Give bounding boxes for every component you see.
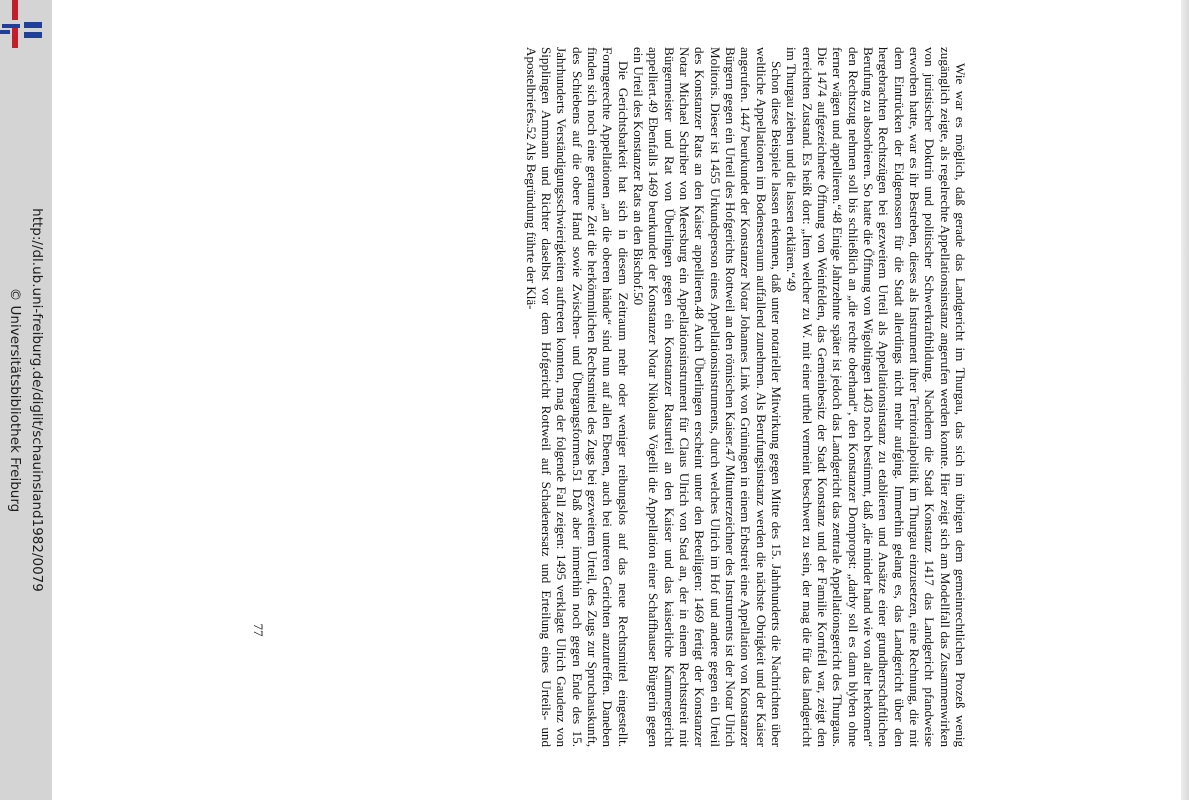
copyright-notice: © Universitätsbibliothek Freiburg xyxy=(7,287,23,513)
viewer-sidebar xyxy=(0,0,52,800)
paragraph-2: Schon diese Beispiele lassen erkennen, daß unter notarieller Mitwirkung gegen Mitte des 15. Jahrhunderts die Nachrichten über weltliche Appellationen im Bodenseeraum auffallend zunehmen. Als Berufungsinstanz werden die nächste Obrigkeit und der Kaiser angerufen. 1447 beurkundet der Konstanzer Notar Johannes Link von Grüningen in einem Erbstreit eine Appellation von Konstanzer Bürgern gegen ein Urteil des Hofgerichts Rottweil an den römischen Kaiser.47 Mitunterzeichner des Instruments ist der Notar Ulrich Molitoris. Dieser ist 1455 Urkundsperson eines Appellationsinstruments, durch welches Ulrich im Hof und andere gegen ein Urteil des Konstanzer Rats an den Kaiser appellieren.48 Auch Überlingen erscheint unter den Beteiligten: 1469 fertigt der Konstanzer Notar Michael Schriber von Meersburg ein Appellationsinstrument für Claus Ulrich von Stad an, der in einem Rechtsstreit mit Bürgermeister und Rat von Überlingen gegen ein Konstanzer Ratsurteil an den Kaiser und das kaiserliche Kammergericht appelliert.49 Ebenfalls 1469 beurkundet der Konstanzer Notar Nikolaus Vögelli die Appellation einer Schaffhauser Bürgerin gegen ein Urteil des Konstanzer Rats an den Bischof.50 xyxy=(631,47,785,747)
paragraph-3: Die Gerichtsbarkeit hat sich in diesem Zeitraum mehr oder weniger reibungslos auf das neue Rechtsmittel eingestellt. Formgerechte Appellationen „an die oberen hände“ sind nun auf allen Ebenen, auch bei unteren Gerichten anzutreffen. Daneben finden sich noch eine geraume Zeit die herkömmlichen Rechtsmittel des Zugs bei gezweitem Urteil, des Zugs zur Spruchauskunft, des Schiebens auf die obere Hand sowie Zwischen- und Übergangsformen.51 Daß aber immerhin noch gegen Ende des 15. Jahrhunderts Verständigungsschwierigkeiten auftreten konnten, mag der folgende Fall zeigen: 1495 verklagte Ulrich Gaudenz von Sipplingen Ammann und Richter daselbst vor dem Hofgericht Rottweil auf Schadenersatz und Erteilung eines Urteils- und Apostelbriefes.52 Als Begründung führte der Klä- xyxy=(523,47,631,747)
paragraph-1: Wie war es möglich, daß gerade das Landgericht im Thurgau, das sich im übrigen dem gemeinrechtlichen Prozeß wenig zugänglich zeigte, als regelrechte Appellationsinstanz angerufen werden konnte. Hier zeigt sich am Modellfall das Zusammenwirken von juristischer Doktrin und politischer Schwerkraftbildung. Nachdem die Stadt Konstanz 1417 das Landgericht pfandweise erworben hatte, war es ihr Bestreben, dieses als Instrument ihrer Territorialpolitik im Thurgau einzusetzen, eine Rechnung, die mit dem Eintrücken der Eidgenossen für die Stadt allerdings nicht mehr aufging. Immerhin gelang es, das Landgericht über den hergebrachten Rechtszügen bei gezweitem Urteil als Appellationsinstanz zu etablieren und Ansätze einer grundherrschaftlichen Berufung zu absorbieren. So hatte die Öffnung von Wigoltingen 1403 noch bestimmt, daß „die minder hand wie von alter herkomen“ den Rechtszug nehmen soll bis schließlich an „die rechte oberhand“, den Konstanzer Dompropst: „darby soll es dann blyben ohne ferner wägen und appellieren.“48 Einige Jahrzehnte später ist jedoch das Landgericht das zentrale Appellationsgericht des Thurgaus. Die 1474 aufgezeichnete Öffnung von Weinfelden, das Gemeinbesitz der Stadt Konstanz und der Familie Kornfell war, zeigt den erreichten Zustand. Es heißt dort: „Item welcher zu W. mit einer urthel vermeint beschwert zu sein, der mag die für das landgericht im Thurgau ziehen und die lassen erklären.“49 xyxy=(784,47,968,747)
source-url[interactable]: http://dl.ub.uni-freiburg.de/diglit/schauinsland1982/0079 xyxy=(29,208,45,592)
page-body-text xyxy=(278,47,968,747)
university-library-logo-icon xyxy=(0,0,52,56)
page-number: 77 xyxy=(251,623,266,637)
citation-block xyxy=(4,208,48,592)
page-edge xyxy=(1181,0,1189,800)
